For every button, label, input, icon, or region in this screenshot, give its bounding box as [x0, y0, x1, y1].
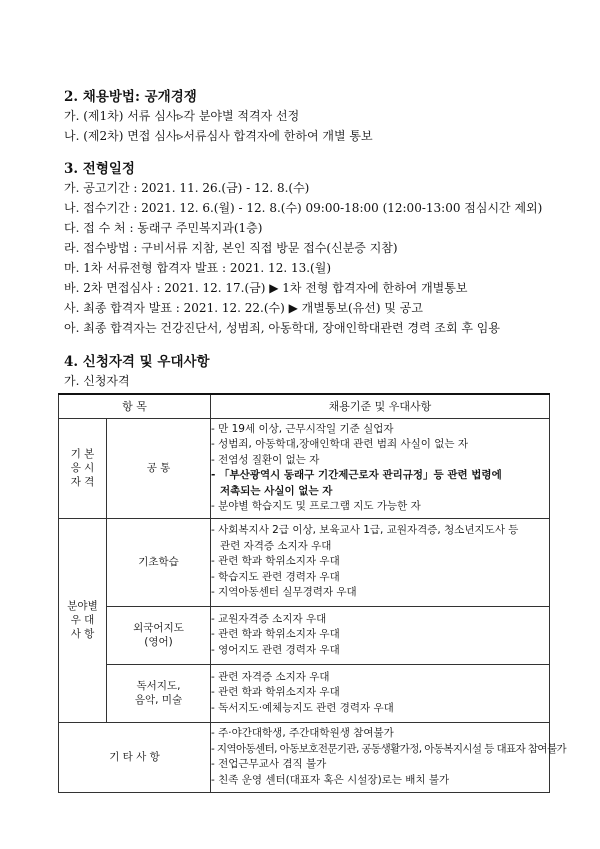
reading-arts-details: - 관련 자격증 소지자 우대 - 관련 학과 학위소지자 우대 - 독서지도·예체능지도 관련 경력자 우대 [211, 664, 550, 722]
section-2-item: 가. (제1차) 서류 심사▹각 분야별 적격자 선정 [64, 109, 300, 123]
preference-label: 분야별 우 대 사 항 [59, 518, 107, 722]
section-4-title: 4. 신청자격 및 우대사항 [64, 354, 210, 370]
table-header-row [59, 394, 550, 418]
reading-arts-label: 독서지도, 음악, 미술 [107, 664, 211, 722]
schedule-item: 라. 접수방법 : 구비서류 지참, 본인 직접 방문 접수(신분증 지참) [64, 241, 398, 255]
requirements-table [58, 393, 567, 793]
foreign-language-label: 외국어지도 (영어) [107, 606, 211, 664]
section-3-title: 3. 전형일정 [64, 161, 135, 177]
schedule-item: 아. 최종 합격자는 건강진단서, 성범죄, 아동학대, 장애인학대관련 경력 조회 후 임용 [64, 321, 500, 335]
section-2-title: 2. 채용방법: 공개경쟁 [64, 89, 197, 105]
schedule-item: 나. 접수기간 : 2021. 12. 6.(월) - 12. 8.(수) 09:00-18:00 (12:00-13:00 점심시간 제외) [64, 201, 543, 215]
table-row [59, 518, 550, 606]
schedule-item: 다. 접 수 처 : 동래구 주민복지과(1층) [64, 221, 263, 235]
other-notes-details: - 주·야간대학생, 주간대학원생 참여불가 - 지역아동센터, 아동보호전문기관, 공동생활가정, 아동복지시설 등 대표자 참여불가 - 전업근무교사 겸직 불가 - 친족 운영 센터(대표자 혹은 시설장)로는 배치 불가 [211, 722, 550, 792]
other-notes-label: 기 타 사 항 [59, 722, 211, 792]
schedule-item: 바. 2차 면접심사 : 2021. 12. 17.(금) ▶ 1차 전형 합격자에 한하여 개별통보 [64, 281, 468, 295]
schedule-item: 사. 최종 합격자 발표 : 2021. 12. 22.(수) ▶ 개별통보(유선) 및 공고 [64, 301, 423, 315]
table-row [59, 606, 550, 664]
common-label: 공 통 [107, 418, 211, 518]
schedule-item: 가. 공고기간 : 2021. 11. 26.(금) - 12. 8.(수) [64, 181, 310, 195]
section-2-item: 나. (제2차) 면접 심사▹서류심사 합격자에 한하여 개별 통보 [64, 129, 373, 143]
basic-learning-details: - 사회복지사 2급 이상, 보육교사 1급, 교원자격증, 청소년지도사 등 관련 자격증 소지자 우대 - 관련 학과 학위소지자 우대 - 학습지도 관련 경력자 우대 - 지역아동센터 실무경력자 우대 [211, 518, 550, 606]
basic-qualification-details: - 만 19세 이상, 근무시작일 기준 실업자 - 성범죄, 아동학대,장애인학대 관련 범죄 사실이 없는 자 - 전염성 질환이 없는 자 - 「부산광역시 동래구 기간제근로자 관리규정」등 관련 법령에 저촉되는 사실이 없는 자 - 분야별 학습지도 및 프로그램 지도 가능한 자 [211, 418, 550, 518]
header-item: 항 목 [59, 394, 211, 418]
table-row [59, 664, 550, 722]
schedule-item: 마. 1차 서류전형 합격자 발표 : 2021. 12. 13.(월) [64, 261, 331, 275]
table-row [59, 418, 550, 518]
foreign-language-details: - 교원자격증 소지자 우대 - 관련 학과 학위소지자 우대 - 영어지도 관련 경력자 우대 [211, 606, 550, 664]
section-4-subtitle: 가. 신청자격 [64, 374, 130, 388]
basic-learning-label: 기초학습 [107, 518, 211, 606]
table-row [59, 722, 550, 792]
header-criteria: 채용기준 및 우대사항 [211, 394, 550, 418]
basic-qualification-label: 기 본 응 시 자 격 [59, 418, 107, 518]
